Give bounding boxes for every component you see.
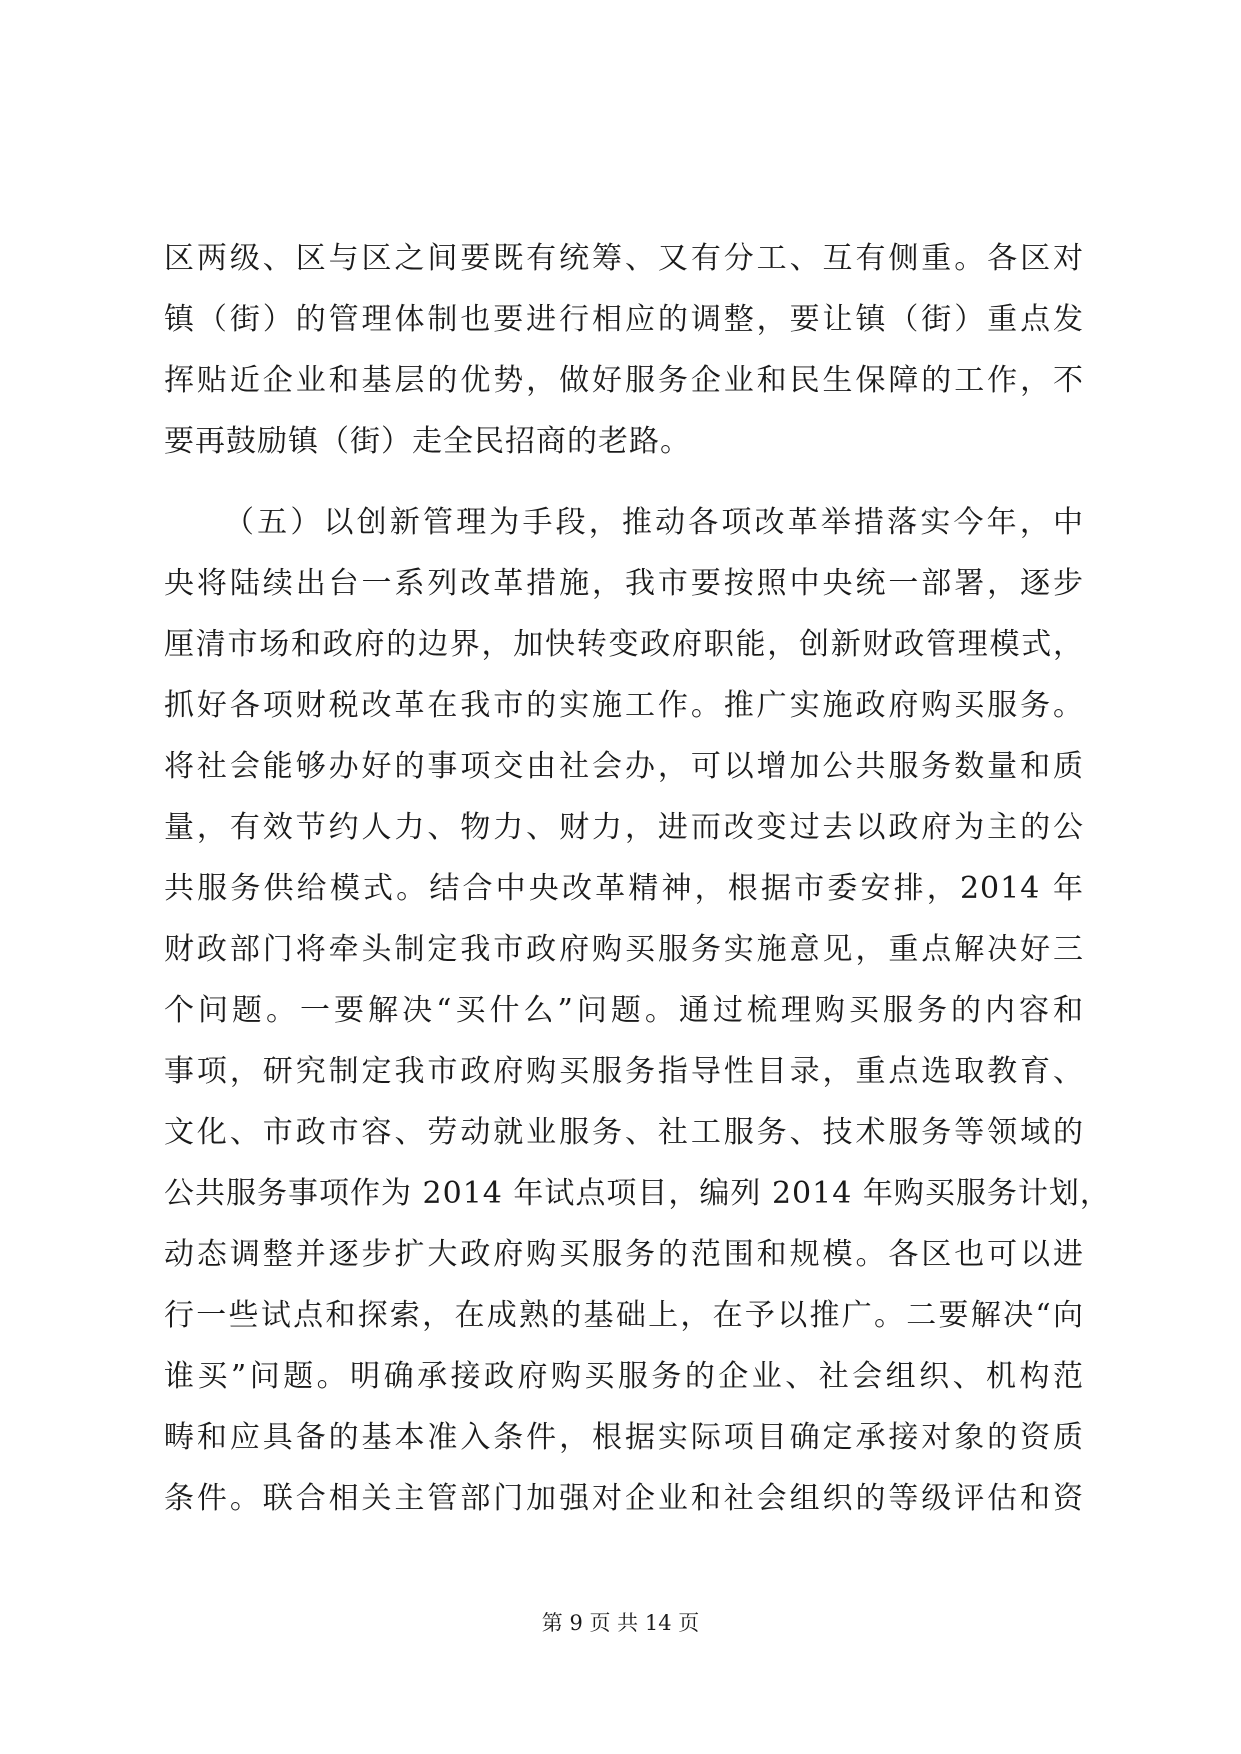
- body-text: [164, 228, 1111, 1529]
- paragraph-gap: [164, 472, 1084, 492]
- paragraph-line: 谁买”问题。明确承接政府购买服务的企业、社会组织、机构范: [164, 1359, 1084, 1394]
- paragraph-line: 镇（街）的管理体制也要进行相应的调整，要让镇（街）重点发: [164, 302, 1084, 337]
- paragraph-line: 畴和应具备的基本准入条件，根据实际项目确定承接对象的资质: [164, 1420, 1084, 1455]
- page-footer: [0, 1608, 1241, 1638]
- paragraph-line: 区两级、区与区之间要既有统筹、又有分工、互有侧重。各区对: [164, 241, 1084, 276]
- paragraph-line: 共服务供给模式。结合中央改革精神，根据市委安排，2014 年: [164, 871, 1084, 906]
- paragraph-line: （五）以创新管理为手段，推动各项改革举措落实今年，中: [224, 505, 1084, 540]
- page-number: 第 9 页 共 14 页: [541, 1611, 700, 1635]
- paragraph-line: 央将陆续出台一系列改革措施，我市要按照中央统一部署，逐步: [164, 566, 1084, 601]
- paragraph-line: 动态调整并逐步扩大政府购买服务的范围和规模。各区也可以进: [164, 1237, 1084, 1272]
- paragraph-line: 个问题。一要解决“买什么”问题。通过梳理购买服务的内容和: [164, 993, 1084, 1028]
- paragraph-line: 抓好各项财税改革在我市的实施工作。推广实施政府购买服务。: [164, 688, 1084, 723]
- paragraph-line: 条件。联合相关主管部门加强对企业和社会组织的等级评估和资: [164, 1481, 1084, 1516]
- paragraph-line: 要再鼓励镇（街）走全民招商的老路。: [164, 424, 691, 459]
- paragraph-line: 事项，研究制定我市政府购买服务指导性目录，重点选取教育、: [164, 1054, 1084, 1089]
- paragraph-line: 挥贴近企业和基层的优势，做好服务企业和民生保障的工作，不: [164, 363, 1084, 398]
- paragraph-line: 公共服务事项作为 2014 年试点项目，编列 2014 年购买服务计划，: [164, 1176, 1111, 1211]
- paragraph-line: 文化、市政市容、劳动就业服务、社工服务、技术服务等领域的: [164, 1115, 1084, 1150]
- paragraph-line: 将社会能够办好的事项交由社会办，可以增加公共服务数量和质: [164, 749, 1084, 784]
- paragraph-line: 行一些试点和探索，在成熟的基础上，在予以推广。二要解决“向: [164, 1298, 1084, 1333]
- paragraph-line: 厘清市场和政府的边界，加快转变政府职能，创新财政管理模式，: [164, 627, 1084, 662]
- paragraph-line: 财政部门将牵头制定我市政府购买服务实施意见，重点解决好三: [164, 932, 1084, 967]
- paragraph-line: 量，有效节约人力、物力、财力，进而改变过去以政府为主的公: [164, 810, 1084, 845]
